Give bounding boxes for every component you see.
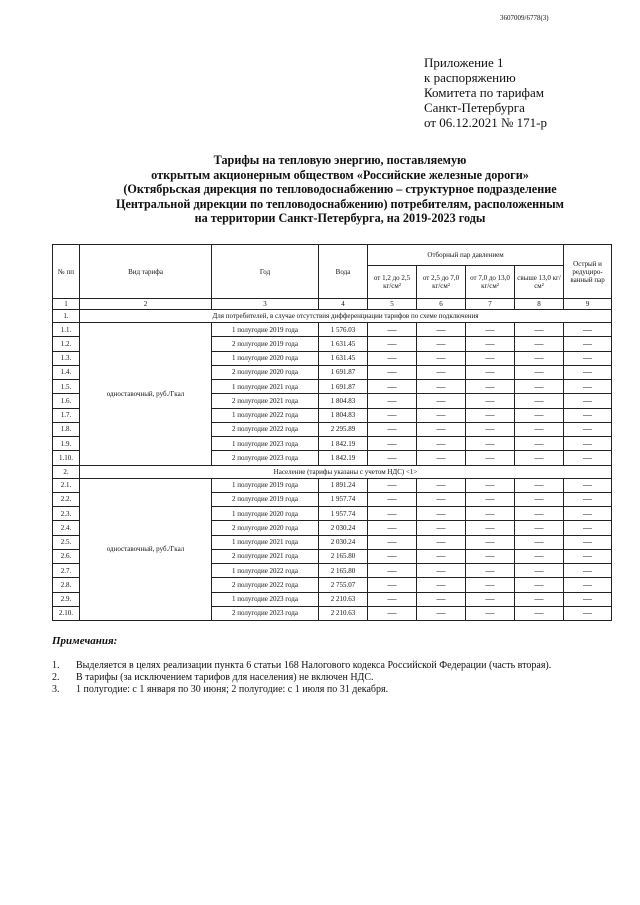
appendix-line: Санкт-Петербурга bbox=[424, 100, 525, 115]
dash-cell: — bbox=[564, 451, 612, 465]
dash-cell: — bbox=[466, 394, 515, 408]
col-number: 6 bbox=[417, 299, 466, 310]
dash-cell: — bbox=[368, 351, 417, 365]
dash-cell: — bbox=[417, 408, 466, 422]
dash-cell: — bbox=[368, 564, 417, 578]
water-value: 1 957.74 bbox=[319, 492, 368, 506]
row-number: 1.2. bbox=[53, 337, 80, 351]
dash-cell: — bbox=[417, 507, 466, 521]
dash-cell: — bbox=[564, 337, 612, 351]
water-value: 1 842.19 bbox=[319, 451, 368, 465]
dash-cell: — bbox=[368, 592, 417, 606]
note-number: 3. bbox=[52, 684, 60, 695]
period-cell: 1 полугодие 2022 года bbox=[212, 564, 319, 578]
period-cell: 2 полугодие 2023 года bbox=[212, 606, 319, 620]
dash-cell: — bbox=[466, 422, 515, 436]
tariff-type-cell: одноставочный, руб./Гкал bbox=[80, 323, 212, 466]
dash-cell: — bbox=[466, 323, 515, 337]
row-number: 2.8. bbox=[53, 578, 80, 592]
header-tariff-type: Вид тарифа bbox=[80, 245, 212, 299]
note-number: 2. bbox=[52, 672, 60, 683]
dash-cell: — bbox=[564, 549, 612, 563]
water-value: 1 576.03 bbox=[319, 323, 368, 337]
period-cell: 1 полугодие 2023 года bbox=[212, 592, 319, 606]
row-number: 2.1. bbox=[53, 478, 80, 492]
dash-cell: — bbox=[515, 380, 564, 394]
dash-cell: — bbox=[368, 337, 417, 351]
dash-cell: — bbox=[515, 394, 564, 408]
dash-cell: — bbox=[515, 337, 564, 351]
dash-cell: — bbox=[368, 408, 417, 422]
period-cell: 1 полугодие 2023 года bbox=[212, 437, 319, 451]
period-cell: 2 полугодие 2022 года bbox=[212, 578, 319, 592]
row-number: 2.3. bbox=[53, 507, 80, 521]
row-number: 1.3. bbox=[53, 351, 80, 365]
appendix-block bbox=[424, 55, 547, 130]
table-row bbox=[53, 323, 612, 337]
dash-cell: — bbox=[564, 351, 612, 365]
dash-cell: — bbox=[368, 521, 417, 535]
dash-cell: — bbox=[564, 492, 612, 506]
dash-cell: — bbox=[368, 323, 417, 337]
water-value: 2 755.07 bbox=[319, 578, 368, 592]
notes-list bbox=[52, 660, 551, 696]
period-cell: 2 полугодие 2020 года bbox=[212, 365, 319, 379]
dash-cell: — bbox=[564, 507, 612, 521]
dash-cell: — bbox=[564, 380, 612, 394]
note-text: Выделяется в целях реализации пункта 6 статьи 168 Налогового кодекса Российской Федерации (часть вторая). bbox=[76, 660, 552, 671]
dash-cell: — bbox=[417, 365, 466, 379]
note-number: 1. bbox=[52, 660, 60, 671]
dash-cell: — bbox=[515, 437, 564, 451]
dash-cell: — bbox=[515, 351, 564, 365]
water-value: 2 210.63 bbox=[319, 606, 368, 620]
dash-cell: — bbox=[466, 606, 515, 620]
dash-cell: — bbox=[515, 592, 564, 606]
period-cell: 1 полугодие 2022 года bbox=[212, 408, 319, 422]
header-steam-col: от 7,0 до 13,0 кг/см² bbox=[466, 266, 515, 299]
dash-cell: — bbox=[564, 437, 612, 451]
water-value: 1 842.19 bbox=[319, 437, 368, 451]
dash-cell: — bbox=[368, 365, 417, 379]
dash-cell: — bbox=[417, 351, 466, 365]
header-water: Вода bbox=[319, 245, 368, 299]
header-steam-col: от 1,2 до 2,5 кг/см² bbox=[368, 266, 417, 299]
dash-cell: — bbox=[466, 521, 515, 535]
dash-cell: — bbox=[368, 507, 417, 521]
section-header-row bbox=[53, 310, 612, 323]
dash-cell: — bbox=[466, 380, 515, 394]
column-numbers-row bbox=[53, 299, 612, 310]
dash-cell: — bbox=[515, 578, 564, 592]
period-cell: 1 полугодие 2021 года bbox=[212, 380, 319, 394]
dash-cell: — bbox=[417, 478, 466, 492]
section-title: Для потребителей, в случае отсутствия дифференциации тарифов по схеме подключения bbox=[80, 310, 612, 323]
dash-cell: — bbox=[368, 422, 417, 436]
dash-cell: — bbox=[466, 549, 515, 563]
dash-cell: — bbox=[466, 451, 515, 465]
dash-cell: — bbox=[564, 323, 612, 337]
row-number: 1.7. bbox=[53, 408, 80, 422]
dash-cell: — bbox=[515, 478, 564, 492]
note-item bbox=[52, 684, 551, 696]
title-line: открытым акционерным обществом «Российские железные дороги» bbox=[151, 167, 529, 182]
row-number: 1.4. bbox=[53, 365, 80, 379]
row-number: 2.4. bbox=[53, 521, 80, 535]
dash-cell: — bbox=[515, 408, 564, 422]
dash-cell: — bbox=[417, 578, 466, 592]
row-number: 2.7. bbox=[53, 564, 80, 578]
note-item bbox=[52, 672, 551, 684]
dash-cell: — bbox=[564, 578, 612, 592]
dash-cell: — bbox=[368, 549, 417, 563]
dash-cell: — bbox=[466, 478, 515, 492]
dash-cell: — bbox=[466, 437, 515, 451]
water-value: 1 631.45 bbox=[319, 351, 368, 365]
dash-cell: — bbox=[417, 592, 466, 606]
dash-cell: — bbox=[466, 564, 515, 578]
note-text: 1 полугодие: с 1 января по 30 июня; 2 полугодие: с 1 июля по 31 декабря. bbox=[76, 684, 389, 695]
row-number: 1.1. bbox=[53, 323, 80, 337]
dash-cell: — bbox=[417, 380, 466, 394]
dash-cell: — bbox=[515, 564, 564, 578]
dash-cell: — bbox=[564, 564, 612, 578]
section-title: Население (тарифы указаны с учетом НДС) <1> bbox=[80, 465, 612, 478]
dash-cell: — bbox=[466, 535, 515, 549]
dash-cell: — bbox=[466, 408, 515, 422]
water-value: 2 165.80 bbox=[319, 564, 368, 578]
section-header-row bbox=[53, 465, 612, 478]
dash-cell: — bbox=[417, 521, 466, 535]
col-number: 9 bbox=[564, 299, 612, 310]
header-steam-group: Отборный пар давлением bbox=[368, 245, 564, 266]
notes-title: Примечания: bbox=[52, 635, 118, 647]
document-number: 3607009/6778(3) bbox=[500, 14, 549, 22]
period-cell: 2 полугодие 2021 года bbox=[212, 394, 319, 408]
document-title bbox=[40, 153, 640, 226]
row-number: 2.5. bbox=[53, 535, 80, 549]
note-item bbox=[52, 660, 551, 672]
title-line: Тарифы на тепловую энергию, поставляемую bbox=[213, 153, 467, 167]
dash-cell: — bbox=[417, 437, 466, 451]
dash-cell: — bbox=[368, 394, 417, 408]
header-steam-col: от 2,5 до 7,0 кг/см² bbox=[417, 266, 466, 299]
dash-cell: — bbox=[466, 337, 515, 351]
dash-cell: — bbox=[417, 549, 466, 563]
period-cell: 2 полугодие 2019 года bbox=[212, 492, 319, 506]
col-number: 3 bbox=[212, 299, 319, 310]
dash-cell: — bbox=[515, 535, 564, 549]
row-number: 2.10. bbox=[53, 606, 80, 620]
col-number: 5 bbox=[368, 299, 417, 310]
note-text: В тарифы (за исключением тарифов для населения) не включен НДС. bbox=[76, 672, 374, 683]
water-value: 1 804.83 bbox=[319, 408, 368, 422]
row-number: 2.2. bbox=[53, 492, 80, 506]
dash-cell: — bbox=[515, 323, 564, 337]
header-num: № пп bbox=[53, 245, 80, 299]
period-cell: 1 полугодие 2020 года bbox=[212, 351, 319, 365]
dash-cell: — bbox=[466, 507, 515, 521]
row-number: 1.6. bbox=[53, 394, 80, 408]
dash-cell: — bbox=[417, 564, 466, 578]
dash-cell: — bbox=[564, 521, 612, 535]
dash-cell: — bbox=[417, 422, 466, 436]
tariff-type-cell: одноставочный, руб./Гкал bbox=[80, 478, 212, 621]
water-value: 2 210.63 bbox=[319, 592, 368, 606]
tariff-table bbox=[52, 244, 612, 621]
section-number: 1. bbox=[53, 310, 80, 323]
dash-cell: — bbox=[515, 422, 564, 436]
dash-cell: — bbox=[564, 478, 612, 492]
dash-cell: — bbox=[368, 606, 417, 620]
row-number: 2.6. bbox=[53, 549, 80, 563]
appendix-line: к распоряжению bbox=[424, 70, 516, 85]
water-value: 2 030.24 bbox=[319, 521, 368, 535]
title-line: Центральной дирекции по тепловодоснабжению) потребителям, расположенным bbox=[115, 196, 564, 211]
col-number: 8 bbox=[515, 299, 564, 310]
col-number: 2 bbox=[80, 299, 212, 310]
dash-cell: — bbox=[515, 451, 564, 465]
col-number: 4 bbox=[319, 299, 368, 310]
period-cell: 1 полугодие 2019 года bbox=[212, 478, 319, 492]
row-number: 1.9. bbox=[53, 437, 80, 451]
dash-cell: — bbox=[515, 492, 564, 506]
dash-cell: — bbox=[564, 535, 612, 549]
row-number: 1.8. bbox=[53, 422, 80, 436]
dash-cell: — bbox=[515, 521, 564, 535]
row-number: 1.10. bbox=[53, 451, 80, 465]
dash-cell: — bbox=[515, 507, 564, 521]
appendix-line: Приложение 1 bbox=[424, 55, 504, 70]
dash-cell: — bbox=[564, 606, 612, 620]
water-value: 1 691.87 bbox=[319, 365, 368, 379]
dash-cell: — bbox=[368, 451, 417, 465]
appendix-line: от 06.12.2021 № 171-р bbox=[424, 115, 547, 130]
dash-cell: — bbox=[466, 592, 515, 606]
water-value: 2 295.89 bbox=[319, 422, 368, 436]
water-value: 2 030.24 bbox=[319, 535, 368, 549]
header-year: Год bbox=[212, 245, 319, 299]
dash-cell: — bbox=[417, 492, 466, 506]
dash-cell: — bbox=[466, 365, 515, 379]
water-value: 1 691.87 bbox=[319, 380, 368, 394]
period-cell: 2 полугодие 2020 года bbox=[212, 521, 319, 535]
header-sharp-steam: Острый и редуциро-ванный пар bbox=[564, 245, 612, 299]
dash-cell: — bbox=[368, 437, 417, 451]
dash-cell: — bbox=[417, 323, 466, 337]
period-cell: 1 полугодие 2019 года bbox=[212, 323, 319, 337]
dash-cell: — bbox=[417, 606, 466, 620]
dash-cell: — bbox=[515, 365, 564, 379]
header-steam-col: свыше 13,0 кг/см² bbox=[515, 266, 564, 299]
col-number: 7 bbox=[466, 299, 515, 310]
row-number: 1.5. bbox=[53, 380, 80, 394]
dash-cell: — bbox=[564, 365, 612, 379]
period-cell: 1 полугодие 2020 года bbox=[212, 507, 319, 521]
dash-cell: — bbox=[466, 578, 515, 592]
col-number: 1 bbox=[53, 299, 80, 310]
dash-cell: — bbox=[417, 337, 466, 351]
dash-cell: — bbox=[466, 492, 515, 506]
table-row bbox=[53, 478, 612, 492]
dash-cell: — bbox=[368, 380, 417, 394]
dash-cell: — bbox=[368, 478, 417, 492]
period-cell: 2 полугодие 2019 года bbox=[212, 337, 319, 351]
appendix-line: Комитета по тарифам bbox=[424, 85, 544, 100]
period-cell: 2 полугодие 2023 года bbox=[212, 451, 319, 465]
dash-cell: — bbox=[368, 535, 417, 549]
dash-cell: — bbox=[564, 592, 612, 606]
title-line: (Октябрьская дирекция по тепловодоснабжению – структурное подразделение bbox=[123, 182, 557, 196]
dash-cell: — bbox=[564, 394, 612, 408]
dash-cell: — bbox=[564, 422, 612, 436]
dash-cell: — bbox=[368, 578, 417, 592]
section-number: 2. bbox=[53, 465, 80, 478]
water-value: 1 804.83 bbox=[319, 394, 368, 408]
dash-cell: — bbox=[466, 351, 515, 365]
water-value: 1 957.74 bbox=[319, 507, 368, 521]
dash-cell: — bbox=[417, 394, 466, 408]
water-value: 1 631.45 bbox=[319, 337, 368, 351]
dash-cell: — bbox=[515, 549, 564, 563]
period-cell: 2 полугодие 2022 года bbox=[212, 422, 319, 436]
period-cell: 2 полугодие 2021 года bbox=[212, 549, 319, 563]
dash-cell: — bbox=[417, 451, 466, 465]
dash-cell: — bbox=[417, 535, 466, 549]
row-number: 2.9. bbox=[53, 592, 80, 606]
dash-cell: — bbox=[515, 606, 564, 620]
dash-cell: — bbox=[368, 492, 417, 506]
period-cell: 1 полугодие 2021 года bbox=[212, 535, 319, 549]
dash-cell: — bbox=[564, 408, 612, 422]
water-value: 2 165.80 bbox=[319, 549, 368, 563]
water-value: 1 891.24 bbox=[319, 478, 368, 492]
title-line: на территории Санкт-Петербурга, на 2019-2023 годы bbox=[194, 211, 486, 225]
